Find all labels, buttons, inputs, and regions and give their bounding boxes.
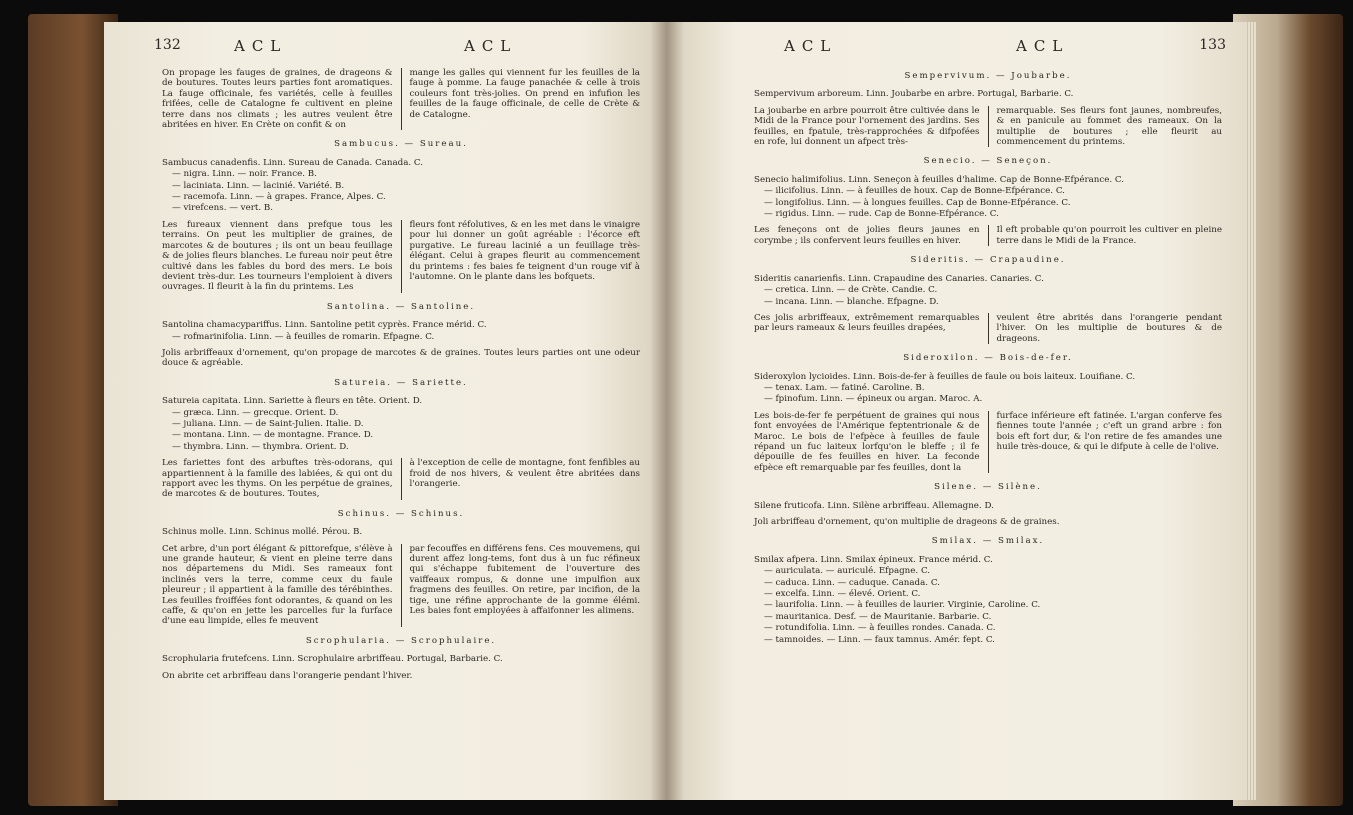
section-heading: Silene. — Silène. bbox=[934, 482, 1042, 493]
text-column: Cet arbre, d'un port élégant & pittorefque, s'élève à une grande hauteur, & vient en pleine terre dans nos départemens du Midi. Ses rameaux font inclinés vers la terre, comme ceux du faule pleureur ; il appartient à la famille des térébinthes. Les feuilles froiffées font odorantes, & quand on les caffe, & qu'on en jette les parcelles fur la furface d'une eau limpide, elles fe meuvent bbox=[162, 543, 393, 627]
description-two-column bbox=[162, 458, 640, 500]
text-column: La joubarbe en arbre pourroit être cultivée dans le Midi de la France pour l'ornement des jardins. Ses feuilles, en fpatule, très-rapprochées & difpofées en rofe, lui donnent un afpect très- bbox=[754, 105, 980, 148]
species-entry: — laciniata. Linn. — lacinié. Variété. B. bbox=[172, 180, 345, 191]
column-rule bbox=[401, 458, 402, 500]
species-entry: — græca. Linn. — grecque. Orient. D. bbox=[172, 407, 339, 418]
description-two-column bbox=[162, 220, 640, 293]
species-entry: Senecio halimifolius. Linn. Seneçon à feuilles d'halime. Cap de Bonne-Efpérance. C. bbox=[754, 174, 1125, 185]
species-entry: — thymbra. Linn. — thymbra. Orient. D. bbox=[172, 441, 349, 452]
running-head: ACL bbox=[784, 37, 838, 55]
species-entry: — auriculata. — auriculé. Efpagne. C. bbox=[764, 566, 931, 577]
column-rule bbox=[988, 411, 989, 473]
species-entry: Sideroxylon lycioides. Linn. Bois-de-fer à feuilles de faule ou bois laiteux. Louifiane. C. bbox=[754, 371, 1136, 382]
species-entry: Santolina chamacypariffus. Linn. Santoline petit cyprès. France mérid. C. bbox=[162, 320, 487, 331]
species-entry: Sempervivum arboreum. Linn. Joubarbe en arbre. Portugal, Barbarie. C. bbox=[754, 89, 1074, 100]
species-entry: Smilax afpera. Linn. Smilax épineux. France mérid. C. bbox=[754, 554, 993, 565]
text-column: Les bois-de-fer fe perpétuent de graines qui nous font envoyées de l'Amérique feptentrionale & de Maroc. Le bois de l'efpèce à feuilles de faule répand un fuc laiteux lorfqu'on le bleffe ; il fe dépouille de fes feuilles en hiver. La feconde efpèce eft remarquable par fes feuilles, dont la bbox=[754, 410, 980, 473]
species-entry: — montana. Linn. — de montagne. France. D. bbox=[172, 430, 374, 441]
species-entry: Satureia capitata. Linn. Sariette à fleurs en tête. Orient. D. bbox=[162, 396, 423, 407]
right-page bbox=[666, 22, 1246, 800]
species-entry: — longifolius. Linn. — à longues feuilles. Cap de Bonne-Efpérance. C. bbox=[764, 197, 1071, 208]
text-column: Les fureaux viennent dans prefque tous les terrains. On peut les multiplier de graines, de marcotes & de boutures ; ils ont un beau feuillage & de jolies fleurs blanches. Le fureau noir peut être cultivé dans les fables du bord des mers. Le bois devient très-dur. Les tourneurs l'emploient à divers ouvrages. Il fleurit à la fin du printems. Les bbox=[162, 219, 393, 293]
section-heading: Senecio. — Seneçon. bbox=[923, 156, 1053, 167]
section-heading: Sideritis. — Crapaudine. bbox=[910, 255, 1066, 266]
left-page-header bbox=[154, 37, 640, 62]
species-entry: Schinus molle. Linn. Schinus mollé. Pérou. B. bbox=[162, 527, 363, 538]
paragraph: Joli arbriffeau d'ornement, qu'on multiplie de drageons & de graines. bbox=[754, 517, 1060, 527]
species-entry: — virefcens. — vert. B. bbox=[172, 203, 274, 214]
description-two-column bbox=[754, 106, 1222, 148]
species-entry: — juliana. Linn. — de Saint-Julien. Italie. D. bbox=[172, 418, 364, 429]
species-entry: — rofmarinifolia. Linn. — à feuilles de romarin. Efpagne. C. bbox=[172, 331, 435, 342]
right-page-content bbox=[754, 37, 1226, 646]
text-column: Les feneçons ont de jolies fleurs jaunes en corymbe ; ils confervent leurs feuilles en hiver. bbox=[754, 225, 980, 246]
column-rule bbox=[988, 106, 989, 148]
column-rule bbox=[988, 225, 989, 246]
left-page bbox=[104, 22, 666, 800]
species-entry: Sambucus canadenfis. Linn. Sureau de Canada. Canada. C. bbox=[162, 157, 424, 168]
text-column: On propage les fauges de graines, de drageons & de boutures. Toutes leurs parties font aromatiques. La fauge officinale, fes variétés, celle à feuilles frifées, celle de Catalogne fe cultivent en pleine terre dans nos climats ; les autres veulent être abritées en hiver. En Crète on confit & on bbox=[162, 68, 393, 131]
column-rule bbox=[401, 68, 402, 130]
species-entry: — caduca. Linn. — caduque. Canada. C. bbox=[764, 577, 940, 588]
page-number: 133 bbox=[1199, 37, 1226, 53]
column-rule bbox=[401, 220, 402, 293]
species-entry: Scrophularia frutefcens. Linn. Scrophulaire arbriffeau. Portugal, Barbarie. C. bbox=[162, 654, 503, 665]
section-heading: Schinus. — Schinus. bbox=[337, 508, 465, 519]
species-entry: — mauritanica. Desf. — de Mauritanie. Barbarie. C. bbox=[764, 611, 992, 622]
section-heading: Smilax. — Smilax. bbox=[931, 536, 1045, 547]
text-column: mange les galles qui viennent fur les feuilles de la fauge à pomme. La fauge panachée & celle à trois couleurs font très-jolies. On prend en infufion les feuilles de la fauge officinale, de celle de Crète & de Catalogne. bbox=[409, 68, 640, 120]
book-gutter bbox=[650, 22, 684, 800]
species-entry: — cretica. Linn. — de Crète. Candie. C. bbox=[764, 285, 938, 296]
paragraph: Jolis arbriffeaux d'ornement, qu'on propage de marcotes & de graines. Toutes leurs parties ont une odeur douce & agréable. bbox=[162, 347, 640, 369]
species-entry: — excelfa. Linn. — élevé. Orient. C. bbox=[764, 589, 921, 600]
species-entry: — rigidus. Linn. — rude. Cap de Bonne-Efpérance. C. bbox=[764, 209, 999, 220]
species-entry: — tenax. Lam. — fatiné. Caroline. B. bbox=[764, 382, 925, 393]
text-column: fleurs font réfolutives, & en les met dans le vinaigre pour lui donner un goût agréable : l'écorce eft purgative. Le fureau lacinié a un feuillage très-élégant. Celui à grapes fleurit au commencement du printems : fes baies fe teignent d'un rouge vif à l'automne. On le plante dans les bofquets. bbox=[409, 219, 640, 282]
section-heading: Sempervivum. — Joubarbe. bbox=[904, 71, 1072, 81]
species-entry: — laurifolia. Linn. — à feuilles de laurier. Virginie, Caroline. C. bbox=[764, 600, 1041, 611]
text-column: Il eft probable qu'on pourroit les cultiver en pleine terre dans le Midi de la France. bbox=[996, 225, 1222, 246]
section-heading: Sideroxilon. — Bois-de-fer. bbox=[903, 353, 1073, 364]
species-entry: — rotundifolia. Linn. — à feuilles rondes. Canada. C. bbox=[764, 623, 996, 634]
description-two-column bbox=[754, 313, 1222, 344]
species-entry: — racemofa. Linn. — à grapes. France, Alpes. C. bbox=[172, 192, 386, 203]
text-column: remarquable. Ses fleurs font jaunes, nombreufes, & en panicule au fommet des rameaux. On la multiplie de boutures ; elle fleurit au commencement du printems. bbox=[996, 105, 1222, 148]
species-entry: Sideritis canarienfis. Linn. Crapaudine des Canaries. Canaries. C. bbox=[754, 273, 1044, 284]
left-page-content bbox=[154, 37, 640, 683]
running-head: ACL bbox=[234, 37, 288, 55]
running-head: ACL bbox=[1016, 37, 1070, 55]
description-two-column bbox=[754, 411, 1222, 473]
section-heading: Santolina. — Santoline. bbox=[326, 301, 476, 312]
description-two-column bbox=[754, 225, 1222, 246]
species-entry: Silene fruticofa. Linn. Silène arbriffeau. Allemagne. D. bbox=[754, 500, 994, 511]
text-column: à l'exception de celle de montagne, font fenfibles au froid de nos hivers, & veulent être abritées dans l'orangerie. bbox=[409, 458, 640, 489]
species-entry: — fpinofum. Linn. — épineux ou argan. Maroc. A. bbox=[764, 394, 983, 405]
text-column: furface inférieure eft fatinée. L'argan conferve fes fiennes toute l'année ; c'eft un grand arbre : fon bois eft fort dur, & l'on retire de fes amandes une huile très-douce, & qui le difpute à celle de l'olive. bbox=[996, 410, 1222, 452]
text-column: Les fariettes font des arbuftes très-odorans, qui appartiennent à la famille des labiées, & qui ont du rapport avec les thyms. On les perpétue de graines, de marcotes & de boutures. Toutes, bbox=[162, 458, 393, 500]
column-rule bbox=[988, 313, 989, 344]
right-page-header bbox=[754, 37, 1226, 62]
text-column: Ces jolis arbriffeaux, extrêmement remarquables par leurs rameaux & leurs feuilles drapées, bbox=[754, 312, 980, 334]
species-entry: — nigra. Linn. — noir. France. B. bbox=[172, 169, 317, 180]
species-entry: — incana. Linn. — blanche. Efpagne. D. bbox=[764, 296, 939, 307]
paragraph: On abrite cet arbriffeau dans l'orangerie pendant l'hiver. bbox=[162, 670, 413, 681]
section-heading: Sambucus. — Sureau. bbox=[334, 139, 468, 150]
text-column: veulent être abrités dans l'orangerie pendant l'hiver. On les multiplie de boutures & de drageons. bbox=[996, 312, 1222, 344]
running-head: ACL bbox=[464, 37, 518, 55]
text-column: par fecouffes en différens fens. Ces mouvemens, qui durent affez long-tems, font dus à un fuc réfineux qui s'échappe fubitement de l'ouverture des vaiffeaux rompus, & donne une impulfion aux fragmens des feuilles. On retire, par incifion, de la tige, une réfine approchante de la gomme élémi. Les baies font employées à affaifonner les alimens. bbox=[409, 543, 640, 617]
section-heading: Satureia. — Sariette. bbox=[334, 377, 468, 388]
section-heading: Scrophularia. — Scrophulaire. bbox=[305, 635, 497, 646]
column-rule bbox=[401, 544, 402, 627]
intro-two-column bbox=[162, 68, 640, 130]
page-number: 132 bbox=[154, 37, 181, 53]
species-entry: — ilicifolius. Linn. — à feuilles de houx. Cap de Bonne-Efpérance. C. bbox=[764, 186, 1065, 197]
species-entry: — tamnoides. — Linn. — faux tamnus. Amér. fept. C. bbox=[764, 634, 995, 645]
description-two-column bbox=[162, 544, 640, 627]
